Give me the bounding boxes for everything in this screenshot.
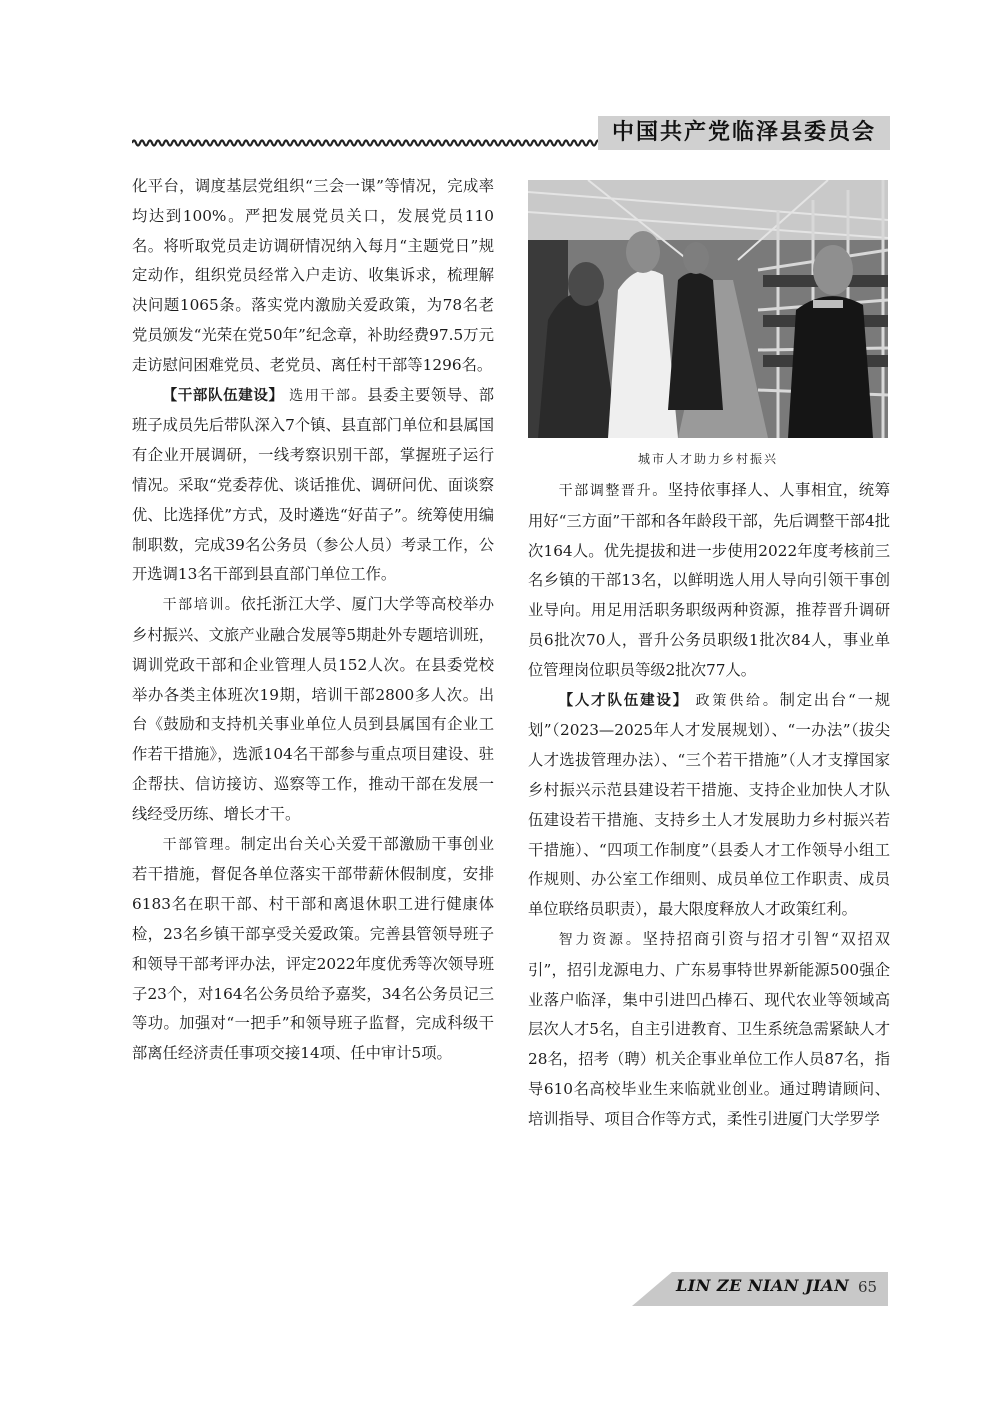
section-heading: 【人才队伍建设】 <box>558 692 689 709</box>
paragraph: 【干部队伍建设】 选用干部。县委主要领导、部班子成员先后带队深入7个镇、县直部门单位和县属国有企业开展调研，一线考察识别干部，掌握班子运行情况。采取“党委荐优、谈话推优、调研问优、面谈察优、比选择优”方式，及时遴选“好苗子”。统筹使用编制职数，完成39名公务员（参公人员）考录工作，公开选调13名干部到县直部门单位工作。 <box>132 385 495 584</box>
paragraph: 干部培训。依托浙江大学、厦门大学等高校举办乡村振兴、文旅产业融合发展等5期赴外专题培训班，调训党政干部和企业管理人员152人次。在县委党校举办各类主体班次19期，培训干部2800多人次。出台《鼓励和支持机关事业单位人员到县属国有企业工作若干措施》，选派104名干部参与重点项目建设、驻企帮扶、信访接访、巡察等工作，推动干部在发展一线经受历练、增长才干。 <box>132 595 494 823</box>
header-title: 中国共产党临泽县委员会 <box>598 116 890 150</box>
paragraph: 干部调整晋升。坚持依事择人、人事相宜，统筹用好“三方面”干部和各年龄段干部，先后调整干部4批次164人。优先提拔和进一步使用2022年度考核前三名乡镇的干部13名，以鲜明选人用人导向引领干事创业导向。用足用活职务职级两种资源，推荐晋升调研员6批次70人，晋升公务员职级1批次84人，事业单位管理岗位职员等级2批次77人。 <box>528 481 891 679</box>
header-wave-rule <box>132 136 600 150</box>
paragraph: 【人才队伍建设】 政策供给。制定出台“一规划”（2023—2025年人才发展规划）、“一办法”（拔尖人才选拔管理办法）、“三个若干措施”（人才支撑国家乡村振兴示范县建设若干措施、支持企业加快人才队伍建设若干措施、支持乡土人才发展助力乡村振兴若干措施）、“四项工作制度”（县委人才工作领导小组工作规则、办公室工作细则、成员单位工作职责、成员单位联络员职责），最大限度释放人才政策红利。 <box>528 690 891 919</box>
paragraph: 智力资源。坚持招商引资与招才引智“双招双引”，招引龙源电力、广东易事特世界新能源500强企业落户临泽，集中引进凹凸棒石、现代农业等领域高层次人才5名，自主引进教育、卫生系统急需紧缺人才28名，招考（聘）机关企事业单位工作人员87名，指导610名高校毕业生来临就业创业。通过聘请顾问、培训指导、项目合作等方式，柔性引进厦门大学罗学 <box>528 929 890 1128</box>
subsection-heading: 干部培训。 <box>162 597 241 614</box>
section-heading: 【干部队伍建设】 <box>162 387 284 404</box>
paragraph: 干部管理。制定出台关心关爱干部激励干事创业若干措施，督促各单位落实干部带薪休假制度，安排6183名在职干部、村干部和离退休职工进行健康体检，23名乡镇干部享受关爱政策。完善县管领导班子和领导干部考评办法，评定2022年度优秀等次领导班子23个，对164名公务员给予嘉奖，34名公务员记三等功。加强对“一把手”和领导班子监督，完成科级干部离任经济责任事项交接14项、任中审计5项。 <box>132 834 494 1063</box>
page-number: 65 <box>858 1278 878 1296</box>
subsection-heading: 智力资源。 <box>558 931 643 948</box>
subsection-heading: 政策供给。 <box>695 692 780 709</box>
subsection-heading: 干部管理。 <box>162 836 241 853</box>
left-column <box>132 172 494 1069</box>
paragraph: 化平台，调度基层党组织“三会一课”等情况，完成率均达到100%。严把发展党员关口，发展党员110名。将听取党员走访调研情况纳入每月“主题党日”规定动作，组织党员经常入户走访、收集诉求，梳理解决问题1065条。落实党内激励关爱政策，为78名老党员颁发“光荣在党50年”纪念章，补助经费97.5万元走访慰问困难党员、老党员、离任村干部等1296名。 <box>132 177 494 374</box>
subsection-heading: 选用干部。 <box>289 387 368 404</box>
photo-caption: 城市人才助力乡村振兴 <box>637 452 778 466</box>
journal-name: LIN ZE NIAN JIAN <box>676 1276 850 1295</box>
subsection-heading: 干部调整晋升。 <box>558 483 668 499</box>
greenhouse-photo <box>528 180 888 438</box>
right-column <box>528 476 890 1135</box>
